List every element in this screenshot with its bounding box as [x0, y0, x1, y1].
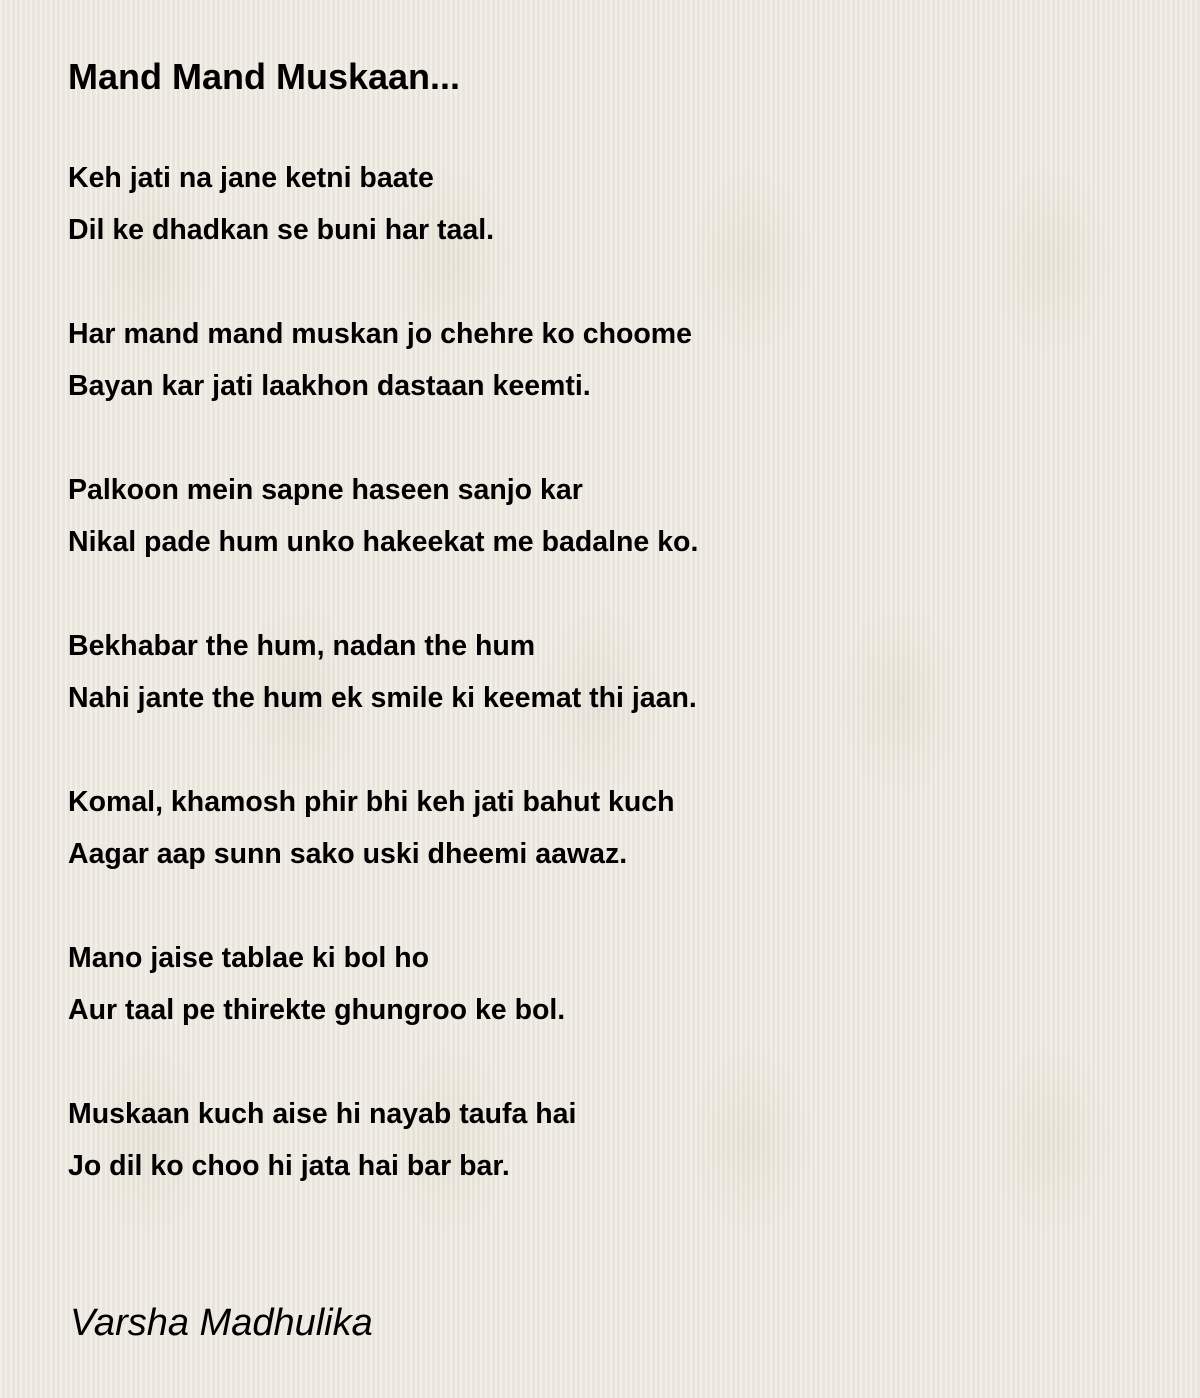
- poem-line: Palkoon mein sapne haseen sanjo kar: [68, 474, 583, 506]
- poem-line: Aagar aap sunn sako uski dheemi aawaz.: [68, 838, 628, 870]
- poem-line: Bekhabar the hum, nadan the hum: [68, 630, 536, 662]
- poem-line: Jo dil ko choo hi jata hai bar bar.: [68, 1150, 510, 1182]
- stanza: [68, 464, 698, 568]
- poem-line: Komal, khamosh phir bhi keh jati bahut kuch: [68, 786, 675, 818]
- poem-title: Mand Mand Muskaan...: [68, 56, 461, 97]
- poem-body: [68, 152, 698, 1244]
- poem-line: Nikal pade hum unko hakeekat me badalne ko.: [68, 526, 699, 558]
- poem-line: Bayan kar jati laakhon dastaan keemti.: [68, 370, 591, 402]
- stanza: [68, 620, 698, 724]
- poem-line: Har mand mand muskan jo chehre ko choome: [68, 318, 692, 350]
- poem-line: Muskaan kuch aise hi nayab taufa hai: [68, 1098, 577, 1130]
- poem-line: Keh jati na jane ketni baate: [68, 162, 434, 194]
- poem-line: Dil ke dhadkan se buni har taal.: [68, 214, 495, 246]
- stanza: [68, 932, 698, 1036]
- stanza: [68, 308, 698, 412]
- poem-author: Varsha Madhulika: [70, 1302, 373, 1344]
- poem-line: Mano jaise tablae ki bol ho: [68, 942, 430, 974]
- poem-line: Aur taal pe thirekte ghungroo ke bol.: [68, 994, 566, 1026]
- poem-line: Nahi jante the hum ek smile ki keemat thi jaan.: [68, 682, 697, 714]
- stanza: [68, 776, 698, 880]
- stanza: [68, 1088, 698, 1192]
- stanza: [68, 152, 698, 256]
